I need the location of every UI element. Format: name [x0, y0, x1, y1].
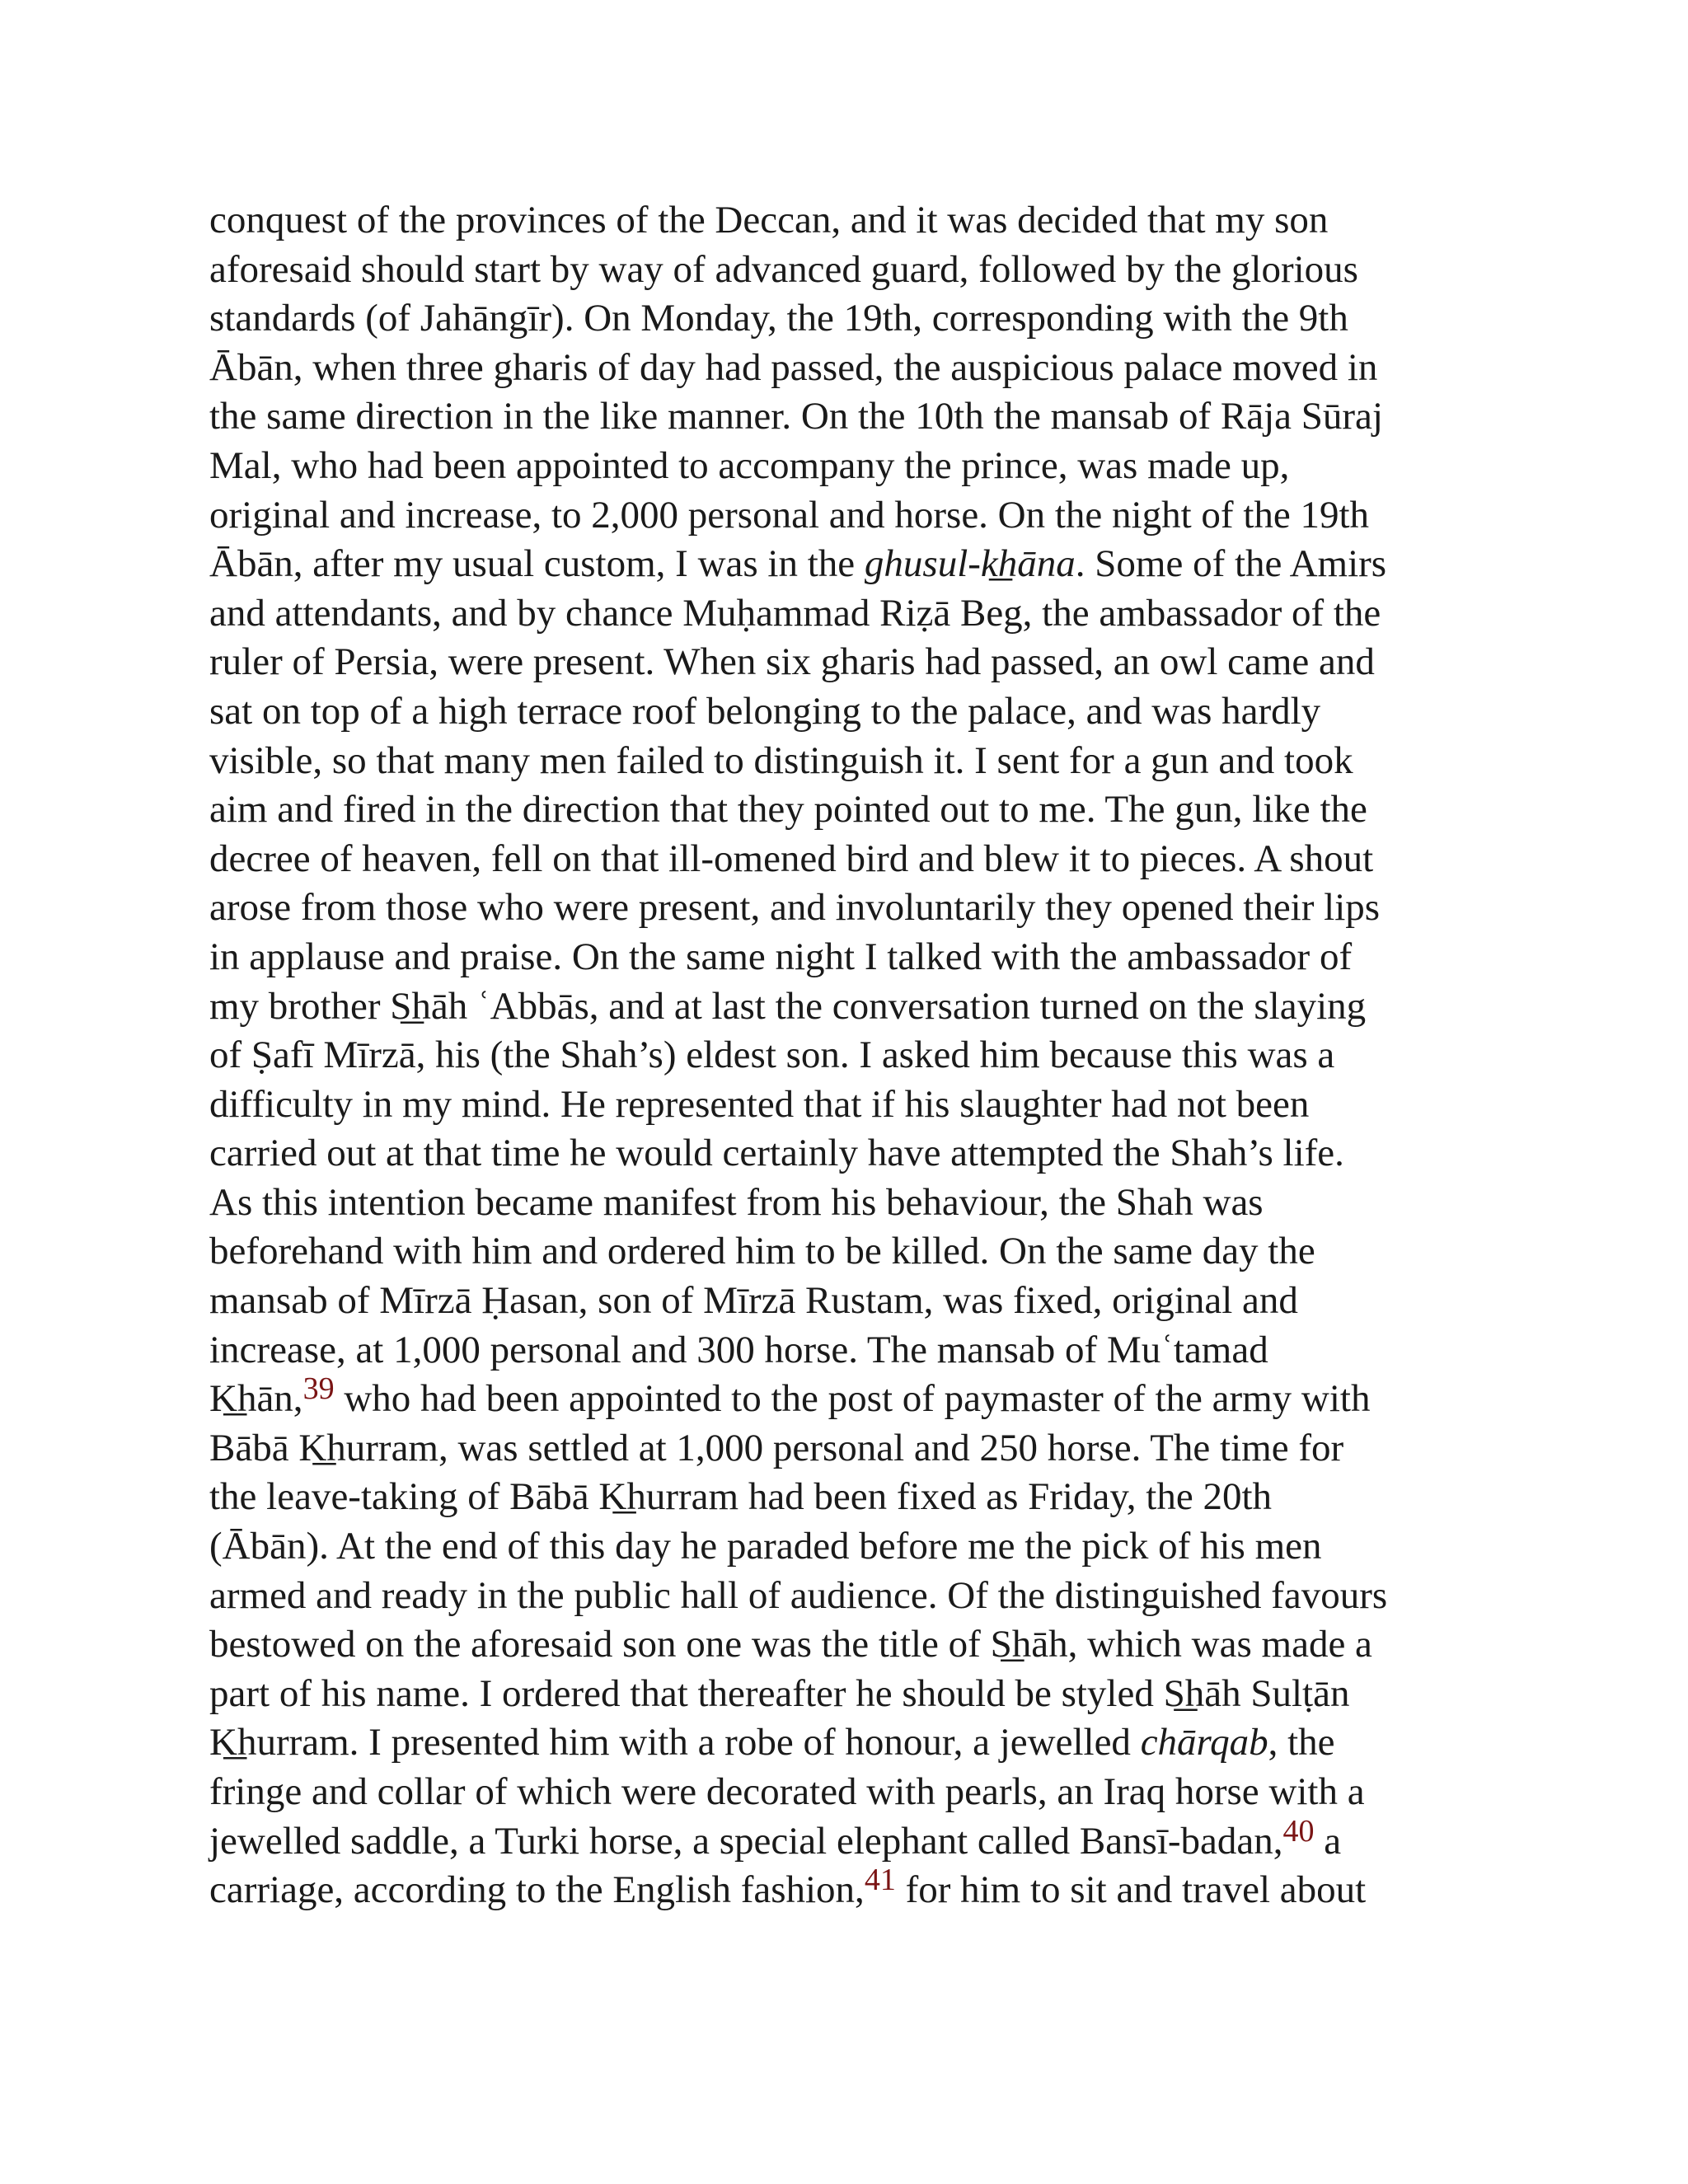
- text-line: [209, 1718, 1479, 1768]
- text-segment: difficulty in my mind. He represented that if his slaughter had not been: [209, 1082, 1310, 1126]
- text-line: [209, 589, 1479, 639]
- text-segment: standards (of Jahāngīr). On Monday, the 19th, corresponding with the 9th: [209, 297, 1348, 340]
- text-segment: my brother S͟hāh ʿAbbās, and at last the conversation turned on the slaying: [209, 984, 1367, 1028]
- text-line: [209, 196, 1479, 246]
- text-segment: part of his name. I ordered that thereafter he should be styled S͟hāh Sulṭān: [209, 1671, 1350, 1715]
- text-segment: a: [1314, 1819, 1342, 1863]
- text-segment: , the: [1268, 1721, 1335, 1765]
- text-segment: Mal, who had been appointed to accompany the prince, was made up,: [209, 443, 1290, 487]
- text-segment: and attendants, and by chance Muḥammad Riẓā Beg, the ambassador of the: [209, 591, 1381, 635]
- text-line: [209, 1620, 1479, 1670]
- text-line: [209, 982, 1479, 1032]
- text-segment: K͟hān,: [209, 1377, 303, 1421]
- text-segment: conquest of the provinces of the Deccan, and it was decided that my son: [209, 199, 1329, 241]
- text-segment: arose from those who were present, and involuntarily they opened their lips: [209, 886, 1381, 930]
- italic-term: ghusul-k͟hāna: [864, 542, 1076, 586]
- text-segment: original and increase, to 2,000 personal and horse. On the night of the 19th: [209, 493, 1370, 537]
- text-segment: mansab of Mīrzā Ḥasan, son of Mīrzā Rustam, was fixed, original and: [209, 1279, 1298, 1323]
- text-segment: carriage, according to the English fashion,: [209, 1868, 865, 1912]
- text-segment: who had been appointed to the post of paymaster of the army with: [334, 1377, 1371, 1421]
- text-line: [209, 442, 1479, 491]
- footnote-ref[interactable]: 41: [864, 1863, 896, 1898]
- text-segment: sat on top of a high terrace roof belonging to the palace, and was hardly: [209, 689, 1321, 733]
- text-segment: (Ābān). At the end of this day he paraded before me the pick of his men: [209, 1525, 1322, 1568]
- text-line: [209, 933, 1479, 982]
- text-segment: decree of heaven, fell on that ill-omened bird and blew it to pieces. A shout: [209, 837, 1374, 880]
- text-segment: . Some of the Amirs: [1075, 542, 1387, 586]
- text-segment: in applause and praise. On the same night I talked with the ambassador of: [209, 935, 1353, 978]
- text-segment: Bābā K͟hurram, was settled at 1,000 personal and 250 horse. The time for: [209, 1426, 1344, 1469]
- text-line: [209, 1670, 1479, 1719]
- text-line: [209, 344, 1479, 393]
- text-segment: ruler of Persia, were present. When six gharis had passed, an owl came and: [209, 640, 1375, 684]
- text-line: [209, 1424, 1479, 1474]
- text-line: [209, 1080, 1479, 1130]
- text-segment: carried out at that time he would certainly have attempted the Shah’s life.: [209, 1132, 1344, 1175]
- text-line: [209, 1572, 1479, 1621]
- footnote-ref[interactable]: 39: [302, 1371, 335, 1407]
- text-line: [209, 1129, 1479, 1179]
- footnote-ref[interactable]: 40: [1282, 1813, 1315, 1849]
- text-segment: aim and fired in the direction that they pointed out to me. The gun, like the: [209, 788, 1367, 832]
- text-segment: the same direction in the like manner. On the 10th the mansab of Rāja Sūraj: [209, 395, 1383, 438]
- text-segment: As this intention became manifest from his behaviour, the Shah was: [209, 1180, 1264, 1224]
- page-text: [209, 196, 1479, 1915]
- text-segment: the leave-taking of Bābā K͟hurram had been fixed as Friday, the 20th: [209, 1475, 1273, 1519]
- text-line: [209, 1768, 1479, 1817]
- text-segment: Ābān, after my usual custom, I was in the: [209, 542, 865, 586]
- text-line: [209, 1473, 1479, 1522]
- text-segment: fringe and collar of which were decorated with pearls, an Iraq horse with a: [209, 1770, 1365, 1813]
- text-line: [209, 883, 1479, 933]
- text-segment: jewelled saddle, a Turki horse, a special elephant called Bansī-badan,: [209, 1819, 1283, 1863]
- text-segment: Ābān, when three gharis of day had passed, the auspicious palace moved in: [209, 345, 1378, 389]
- text-segment: of Ṣafī Mīrzā, his (the Shah’s) eldest son. I asked him because this was a: [209, 1033, 1335, 1077]
- text-line: [209, 1863, 1479, 1915]
- text-line: [209, 1813, 1479, 1867]
- text-line: [209, 540, 1479, 589]
- text-segment: visible, so that many men failed to distinguish it. I sent for a gun and took: [209, 738, 1353, 782]
- text-segment: increase, at 1,000 personal and 300 horse. The mansab of Muʿtamad: [209, 1328, 1268, 1371]
- text-line: [209, 1227, 1479, 1277]
- text-line: [209, 1522, 1479, 1572]
- italic-term: chārqab: [1140, 1721, 1268, 1765]
- text-line: [209, 1371, 1479, 1424]
- text-segment: K͟hurram. I presented him with a robe of honour, a jewelled: [209, 1721, 1141, 1765]
- text-segment: aforesaid should start by way of advanced guard, followed by the glorious: [209, 247, 1358, 291]
- text-segment: beforehand with him and ordered him to be killed. On the same day the: [209, 1230, 1315, 1273]
- text-line: [209, 392, 1479, 442]
- text-line: [209, 737, 1479, 786]
- text-line: [209, 294, 1479, 344]
- text-segment: bestowed on the aforesaid son one was the title of S͟hāh, which was made a: [209, 1623, 1372, 1666]
- text-line: [209, 785, 1479, 835]
- text-segment: for him to sit and travel about: [895, 1868, 1367, 1912]
- text-line: [209, 1031, 1479, 1080]
- text-line: [209, 835, 1479, 884]
- text-line: [209, 246, 1479, 295]
- text-line: [209, 1326, 1479, 1376]
- text-line: [209, 687, 1479, 737]
- text-segment: armed and ready in the public hall of audience. Of the distinguished favours: [209, 1573, 1388, 1617]
- text-line: [209, 1277, 1479, 1326]
- text-line: [209, 638, 1479, 687]
- text-line: [209, 491, 1479, 541]
- text-line: [209, 1179, 1479, 1228]
